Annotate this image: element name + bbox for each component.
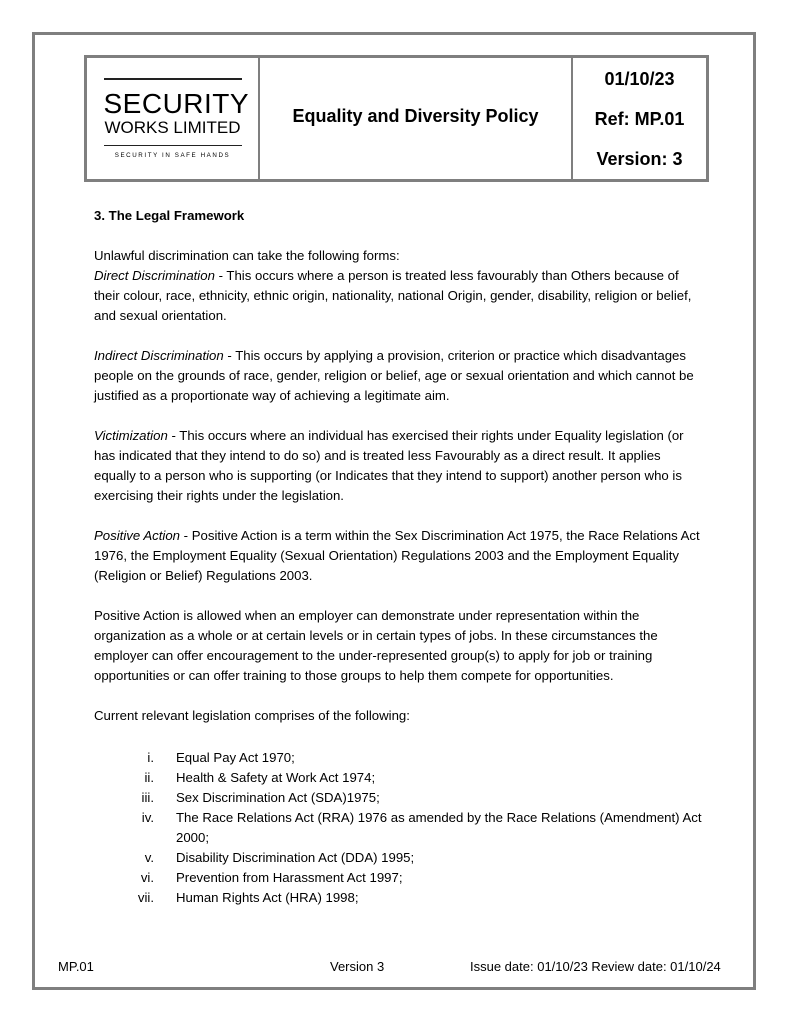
list-item: ii. Health & Safety at Work Act 1974; [144, 770, 376, 785]
company-logo [103, 78, 250, 159]
victimization-text: - This occurs where an individual has exercised their rights under Equality legislation (or has indicated that they intend to do so) and is treated less Favourably as a direct result. It applies equally to a person who is supporting (or Indicates that they intend to support) another person who is exercising their rights under the legislation. [94, 428, 684, 503]
footer-ref: MP.01 [58, 959, 94, 974]
positive-action-paragraph [94, 526, 704, 586]
indirect-discrimination-paragraph [94, 346, 704, 406]
list-item: v. Disability Discrimination Act (DDA) 1995; [144, 850, 415, 865]
document-header [84, 55, 709, 182]
document-ref: Ref: MP.01 [594, 108, 685, 129]
list-item: vi. Prevention from Harassment Act 1997; [140, 870, 403, 885]
list-item: iv. The Race Relations Act (RRA) 1976 as amended by the Race Relations (Amendment) Act 2000; [141, 810, 702, 845]
direct-text: - This occurs where a person is treated less favourably than Others because of their colour, race, ethnicity, ethnic origin, nationality, national Origin, gender, disability, religion or belief, and sexual orientation. [94, 268, 692, 323]
term-direct: Direct Discrimination [94, 268, 215, 283]
legislation-list [94, 748, 704, 908]
logo-line2: WORKS LIMITED [104, 117, 241, 137]
term-victimization: Victimization [94, 428, 168, 443]
footer-dates: Issue date: 01/10/23 Review date: 01/10/24 [470, 959, 721, 974]
list-item: vii. Human Rights Act (HRA) 1998; [137, 890, 359, 905]
list-item: i. Equal Pay Act 1970; [147, 750, 295, 765]
positive-action-text: - Positive Action is a term within the Sex Discrimination Act 1975, the Race Relations Act 1976, the Employment Equality (Sexual Orientation) Regulations 2003 and the Employment Equality (Religion or Belief) Regulations 2003. [94, 528, 700, 583]
document-title: Equality and Diversity Policy [292, 105, 539, 126]
positive-action-paragraph-2: Positive Action is allowed when an employer can demonstrate under representation within the organization as a whole or at certain levels or in certain types of jobs. In these circumstances the employer can offer encouragement to the under-represented group(s) to apply for job or training opportunities or can offer training to those groups to help them compete for opportunities. [94, 608, 658, 683]
intro-text: Unlawful discrimination can take the following forms: [94, 248, 400, 263]
victimization-paragraph [94, 426, 704, 506]
logo-top-rule [104, 78, 242, 80]
logo-bottom-rule [104, 145, 242, 147]
footer-version: Version 3 [330, 959, 385, 974]
term-indirect: Indirect Discrimination [94, 348, 224, 363]
meta-cell [573, 58, 706, 179]
document-date: 01/10/23 [604, 68, 675, 89]
list-item: iii. Sex Discrimination Act (SDA)1975; [141, 790, 380, 805]
indirect-text: - This occurs by applying a provision, criterion or practice which disadvantages people on the grounds of race, gender, religion or belief, age or sexual orientation and which cannot be justified as a proportionate way of achieving a legitimate aim. [94, 348, 694, 403]
title-cell [260, 58, 573, 179]
logo-line1: SECURITY [103, 87, 250, 119]
direct-discrimination-paragraph [94, 266, 704, 326]
logo-cell [87, 58, 260, 179]
section-heading: 3. The Legal Framework [94, 208, 245, 223]
logo-tagline: SECURITY IN SAFE HANDS [114, 152, 231, 159]
document-body [94, 206, 704, 908]
document-version: Version: 3 [596, 148, 683, 169]
legislation-intro: Current relevant legislation comprises of the following: [94, 708, 410, 723]
term-positive-action: Positive Action [94, 528, 181, 543]
